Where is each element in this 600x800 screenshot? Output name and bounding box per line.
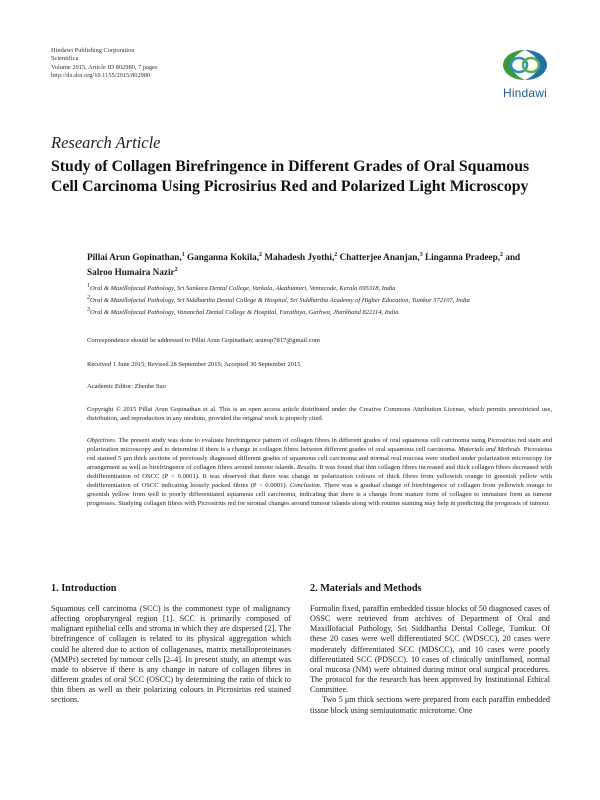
- author: Linganna Pradeep,$^2$: [425, 252, 504, 263]
- hindawi-logo-icon: [501, 46, 549, 84]
- methods-column: [310, 604, 550, 716]
- journal-name: Scientifica: [51, 55, 79, 63]
- journal-header: [51, 47, 157, 81]
- author-list: [87, 249, 547, 279]
- abstract-conclusion-label: Conclusion.: [289, 482, 322, 489]
- affiliation: $^2$Oral & Maxillofacial Pathology, Sri Siddhartha Dental College & Hospital, Sri Siddhartha Academy of Higher Education, Tumkur 572107, India: [87, 294, 470, 305]
- abstract-results-label: Results.: [296, 464, 318, 471]
- abstract-results: It was found that thin collagen fibres increased and thick collagen fibres decreased with dedifferentiation of OSCC (P < 0.0001). It was observed that there was change in polarization colours of thick fibres from yellowish orange to greenish yellow with dedifferentiation of OSCC indicating loosely packed fibres (P < 0.0001).: [87, 464, 552, 489]
- paragraph: Two 5 μm thick sections were prepared from each paraffin embedded tissue block using semiautomatic microtome. One: [310, 695, 550, 715]
- article-type: Research Article: [51, 133, 161, 152]
- abstract-methods-label: Materials and Methods.: [458, 446, 522, 453]
- section-heading-methods: 2. Materials and Methods: [310, 583, 422, 594]
- abstract-methods: Picrosirius red stained 5 μm thick sections of previously diagnosed different grades of squamous cell carcinoma and normal oral mucosa were studied under polarization microscopy for arrangement as well as birefringence of collagen fibres around tumour islands.: [87, 446, 553, 471]
- paragraph: Squamous cell carcinoma (SCC) is the commonest type of malignancy affecting oropharyngeal region [1]. SCC is primarily composed of malignant epithelial cells and stroma in which they are dispersed [2]. The birefringence of collagen is related to its physical aggregation which could be altered due to action of collagenases, matrix metalloproteinases (MMPs) secreted by tumour cells [2–4]. In present study, an attempt was made to observe if there is any change in nature of collagen fibres in different grades of oral SCC (OSCC) by determining the ratio of thick to thin fibers as well as their polarizing colours in Picrosirius red stained sections.: [51, 604, 291, 705]
- volume-info: Volume 2015, Article ID 802980, 7 pages: [51, 63, 158, 71]
- logo-wordmark: Hindawi: [502, 86, 548, 100]
- affiliations: [87, 282, 557, 318]
- publisher-name: Hindawi Publishing Corporation: [51, 47, 135, 54]
- author: Chatterjee Ananjan,$^3$: [339, 252, 423, 263]
- article-title: Study of Collagen Birefringence in Different Grades of Oral Squamous Cell Carcinoma Using Picrosirius Red and Polarized Light Microscopy: [51, 158, 530, 195]
- doi-link[interactable]: http://dx.doi.org/10.1155/2015/802980: [51, 72, 151, 80]
- copyright-notice: Copyright © 2015 Pillai Arun Gopinathan et al. This is an open access article distributed under the Creative Commons Attribution License, which permits unrestricted use, distribution, and reproduction in any medium, provided the original work is properly cited.: [87, 406, 552, 422]
- hindawi-logo: [497, 46, 553, 100]
- received-dates: Received 1 June 2015; Revised 28 September 2015; Accepted 30 September 2015: [87, 361, 301, 368]
- affiliation: $^3$Oral & Maxillofacial Pathology, Vananchal Dental College & Hospital, Farathiya, Garhwa, Jharkhand 822114, India: [87, 306, 399, 316]
- correspondence: Correspondence should be addressed to Pillai Arun Gopinathan; arunop7817@gmail.com: [87, 337, 320, 344]
- abstract-conclusion: There was a gradual change of birefringence of collagen from yellowish orange to greenish yellow from well to poorly differentiated squamous cell carcinoma, indicating that there is a change from mature form of collagen to immature form as tumour progresses. Studying collagen fibres with Picrosirius red for stromal changes around tumour islands along with routine staining may help in predicting the prognosis of tumour.: [87, 482, 552, 507]
- author: and Salroo Humaira Nazir$^2$: [87, 252, 521, 278]
- academic-editor: Academic Editor: Zhenhe Suo: [87, 383, 166, 390]
- introduction-column: [51, 604, 291, 706]
- abstract: [87, 436, 552, 508]
- author: Ganganna Kokila,$^2$: [187, 252, 263, 263]
- affiliation: $^1$Oral & Maxillofacial Pathology, Sri Sankara Dental College, Varkala, Akathumuri, Vennicode, Kerala 695318, India: [87, 283, 396, 293]
- abstract-objectives-label: Objectives.: [87, 437, 117, 444]
- author: Mahadesh Jyothi,$^2$: [264, 252, 338, 263]
- section-heading-introduction: 1. Introduction: [51, 583, 117, 594]
- paragraph: Formalin fixed, paraffin embedded tissue blocks of 50 diagnosed cases of OSSC were retrieved from archives of Department of Oral and Maxillofacial Pathology, Sri Siddhartha Dental College, Tumkur. Of these 20 cases were well differentiated SCC (WDSCC), 20 cases were moderately differentiated SCC (MDSCC), and 10 cases were poorly differentiated SCC (PDSCC). 10 cases of clinically uninflamed, normal oral mucosa (NM) were obtained during minor oral surgical procedures. The protocol for the research has been approved by Institutional Ethical Committee.: [310, 604, 550, 695]
- author: Pillai Arun Gopinathan,$^1$: [87, 252, 185, 263]
- abstract-objectives: The present study was done to evaluate birefringence pattern of collagen fibres in different grades of oral squamous cell carcinoma using Picrosirius red stain and polarization microscopy and to determine if there is a change in collagen fibres between different grades of oral squamous cell carcinoma.: [87, 437, 552, 453]
